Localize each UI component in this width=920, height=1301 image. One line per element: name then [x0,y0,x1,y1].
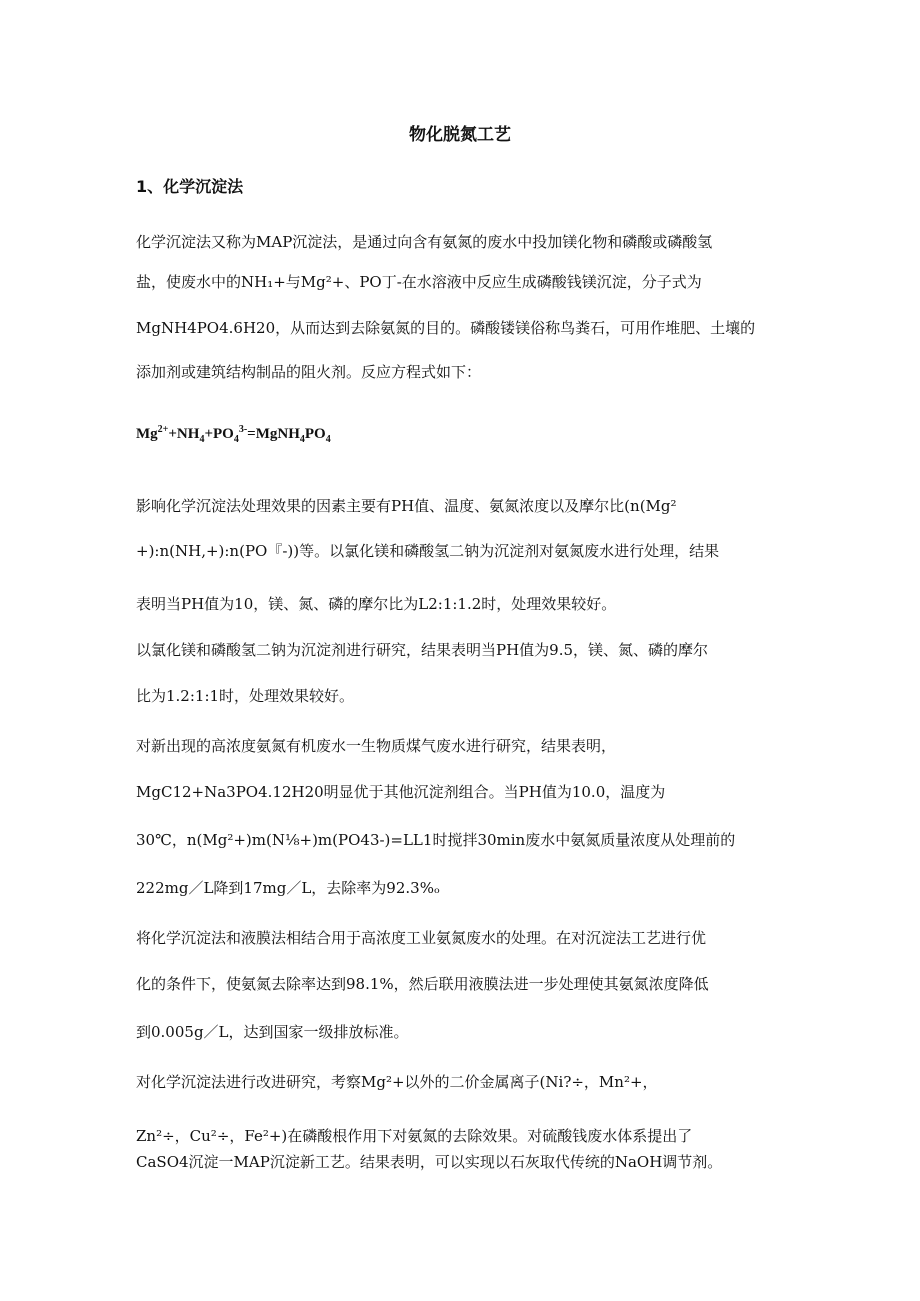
formula-sub: 4 [233,434,239,445]
paragraph-line: 到0.005g／L，达到国家一级排放标准。 [136,1023,409,1041]
formula-sub: 4 [199,434,205,445]
paragraph-line: 将化学沉淀法和液膜法相结合用于高浓度工业氨氮废水的处理。在对沉淀法工艺进行优 [136,929,707,947]
formula-sub: 4 [325,434,331,445]
formula-part: =MgNH [247,426,300,442]
formula-sup: 2+ [157,424,169,435]
paragraph-line: 表明当PH值为10，镁、氮、磷的摩尔比为L2:1:1.2时，处理效果较好。 [136,595,617,613]
paragraph-line: 添加剂或建筑结构制品的阻火剂。反应方程式如下： [136,363,482,381]
paragraph-line: +):n(NH,+):n(PO『-))等。以氯化镁和磷酸氢二钠为沉淀剂对氨氮废水进行处理，结果 [136,542,720,560]
paragraph-line: MgNH4PO4.6H20，从而达到去除氨氮的目的。磷酸镂镁俗称鸟粪石，可用作堆肥、土壤的 [136,319,756,337]
paragraph-line: MgC12+Na3PO4.12H20明显优于其他沉淀剂组合。当PH值为10.0，温度为 [136,783,666,801]
section-heading: 1、化学沉淀法 [136,177,244,196]
formula-part: +NH [168,426,200,442]
paragraph-line: 以氯化镁和磷酸氢二钠为沉淀剂进行研究，结果表明当PH值为9.5，镁、氮、磷的摩尔 [136,641,709,659]
paragraph-line: 对新出现的高浓度氨氮有机废水一生物质煤气废水进行研究，结果表明， [136,737,617,755]
paragraph-line: 化学沉淀法又称为MAP沉淀法，是通过向含有氨氮的废水中投加镁化物和磷酸或磷酸氢 [136,233,713,251]
paragraph-line: 对化学沉淀法进行改进研究，考察Mg²+以外的二价金属离子(Ni?÷，Mn²+， [136,1073,658,1091]
paragraph-line: 222mg／L降到17mg／L，去除率为92.3%ₒ [136,879,440,897]
formula-sup: 3- [238,424,248,435]
formula-part: PO [304,426,326,442]
paragraph-line: 影响化学沉淀法处理效果的因素主要有PH值、温度、氨氮浓度以及摩尔比(n(Mg² [136,497,677,515]
reaction-formula [136,424,331,445]
paragraph-line: Zn²÷，Cu²÷，Fe²+)在磷酸根作用下对氨氮的去除效果。对硫酸钱废水体系提出了 [136,1127,693,1145]
paragraph-line: CaSO4沉淀一MAP沉淀新工艺。结果表明，可以实现以石灰取代传统的NaOH调节剂。 [136,1153,723,1171]
formula-part: +PO [204,426,234,442]
document-title: 物化脱氮工艺 [409,125,511,145]
formula-part: Mg [136,426,158,442]
paragraph-line: 盐，使废水中的NH₁+与Mg²+、PO丁-在水溶液中反应生成磷酸钱镁沉淀，分子式为 [136,273,702,291]
paragraph-line: 比为1.2:1:1时，处理效果较好。 [136,687,355,705]
paragraph-line: 30℃，n(Mg²+)m(N⅛+)m(PO43-)=LL1时搅拌30min废水中氨氮质量浓度从处理前的 [136,831,736,849]
paragraph-line: 化的条件下，使氨氮去除率达到98.1%，然后联用液膜法进一步处理使其氨氮浓度降低 [136,975,709,993]
formula-sub: 4 [299,434,305,445]
